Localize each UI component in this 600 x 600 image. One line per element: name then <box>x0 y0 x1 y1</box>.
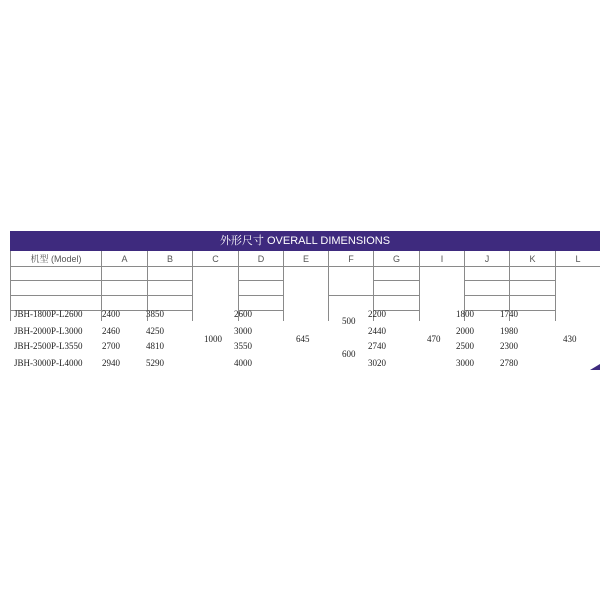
table-cell: 2400 <box>102 309 120 319</box>
merged-cell-e: 645 <box>296 334 310 344</box>
header-row-divider <box>10 266 600 267</box>
row-divider <box>373 295 419 296</box>
merged-cell-f-bottom: 600 <box>342 349 356 359</box>
table-cell: 2740 <box>368 341 386 351</box>
row-divider <box>238 280 283 281</box>
table-cell: 2700 <box>102 341 120 351</box>
merged-cell-h: 470 <box>427 334 441 344</box>
header-k: K <box>529 254 536 264</box>
row-divider <box>10 280 192 281</box>
header-b: B <box>166 254 173 264</box>
table-cell: 2000 <box>456 326 474 336</box>
table-cell: 4250 <box>146 326 164 336</box>
table-cell: 1740 <box>500 309 518 319</box>
header-g: G <box>392 254 400 264</box>
merged-cell-f-top: 500 <box>342 316 356 326</box>
row-divider <box>373 280 419 281</box>
table-cell: 3550 <box>234 341 252 351</box>
table-cell: 2600 <box>234 309 252 319</box>
row-divider <box>464 280 555 281</box>
table-cell: 3000 <box>234 326 252 336</box>
table-cell: JBH-2000P-L3000 <box>14 326 83 336</box>
table-cell: 2780 <box>500 358 518 368</box>
header-model: 机型 (Model) <box>30 254 82 264</box>
header-a: A <box>121 254 128 264</box>
merged-cell-c: 1000 <box>204 334 222 344</box>
table-cell: JBH-2500P-L3550 <box>14 341 83 351</box>
table-cell: 2200 <box>368 309 386 319</box>
header-j: J <box>484 254 490 264</box>
header-e: E <box>302 254 309 264</box>
table-title-banner: 外形尺寸 OVERALL DIMENSIONS <box>10 231 600 251</box>
table-cell: 2500 <box>456 341 474 351</box>
table-cell: 1800 <box>456 309 474 319</box>
table-cell: 4810 <box>146 341 164 351</box>
table-cell: 4000 <box>234 358 252 368</box>
merged-cell-l: 430 <box>563 334 577 344</box>
header-d: D <box>257 254 265 264</box>
row-divider <box>328 295 373 296</box>
row-divider <box>464 295 555 296</box>
header-l: L <box>575 254 581 264</box>
table-cell: 2940 <box>102 358 120 368</box>
table-cell: 2460 <box>102 326 120 336</box>
table-cell: 3020 <box>368 358 386 368</box>
header-i: I <box>440 254 444 264</box>
header-c: C <box>212 254 219 264</box>
table-cell: 3850 <box>146 309 164 319</box>
table-cell: 5290 <box>146 358 164 368</box>
table-cell: JBH-3000P-L4000 <box>14 358 83 368</box>
page-edge-mark <box>590 364 600 370</box>
row-divider <box>238 295 283 296</box>
header-f: F <box>348 254 354 264</box>
table-cell: 2440 <box>368 326 386 336</box>
row-divider <box>10 295 192 296</box>
table-cell: 2300 <box>500 341 518 351</box>
table-cell: 3000 <box>456 358 474 368</box>
table-cell: JBH-1800P-L2600 <box>14 309 83 319</box>
table-cell: 1980 <box>500 326 518 336</box>
